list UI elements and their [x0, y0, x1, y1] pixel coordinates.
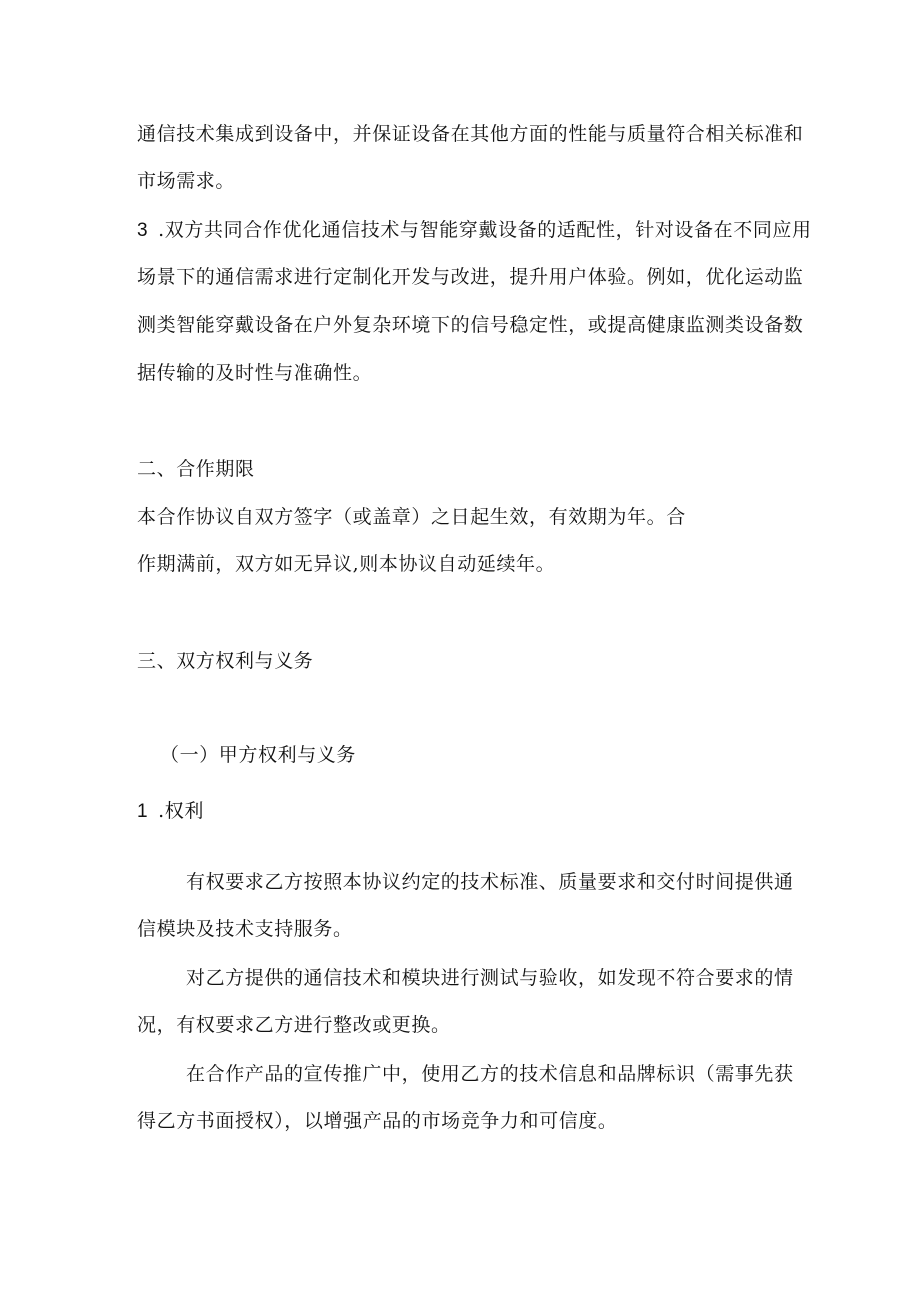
section-heading-term: 二、合作期限: [137, 458, 255, 480]
paragraph-line: 信模块及技术支持服务。: [137, 918, 353, 940]
subsection-heading-party-a: （一）甲方权利与义务: [160, 744, 357, 766]
section-heading-rights: 三、双方权利与义务: [137, 650, 314, 672]
list-number: 3: [137, 220, 149, 241]
list-item-3: [137, 218, 812, 243]
paragraph-line: 况，有权要求乙方进行整改或更换。: [137, 1014, 451, 1036]
paragraph-line: 在合作产品的宣传推广中，使用乙方的技术信息和品牌标识（需事先获: [186, 1063, 794, 1085]
paragraph-line: 有权要求乙方按照本协议约定的技术标准、质量要求和交付时间提供通: [186, 871, 794, 893]
paragraph-line: 通信技术集成到设备中，并保证设备在其他方面的性能与质量符合相关标准和: [137, 123, 804, 145]
paragraph-line: 对乙方提供的通信技术和模块进行测试与验收，如发现不符合要求的情: [186, 967, 794, 989]
paragraph-line: 本合作协议自双方签字（或盖章）之日起生效，有效期为年。合: [137, 506, 686, 528]
paragraph-line: 作期满前，双方如无异议,则本协议自动延续年。: [137, 553, 556, 575]
list-item-text: .双方共同合作优化通信技术与智能穿戴设备的适配性，针对设备在不同应用: [158, 219, 812, 241]
paragraph-line: 得乙方书面授权），以增强产品的市场竞争力和可信度。: [137, 1110, 618, 1132]
paragraph-line: 市场需求。: [137, 170, 236, 192]
list-number: 1: [137, 801, 149, 822]
list-item-text: .权利: [158, 800, 205, 822]
paragraph-line: 场景下的通信需求进行定制化开发与改进，提升用户体验。例如，优化运动监: [137, 266, 804, 288]
paragraph-line: 测类智能穿戴设备在户外复杂环境下的信号稳定性，或提高健康监测类设备数: [137, 314, 804, 336]
list-item-1: [137, 799, 204, 824]
paragraph-line: 据传输的及时性与准确性。: [137, 362, 373, 384]
